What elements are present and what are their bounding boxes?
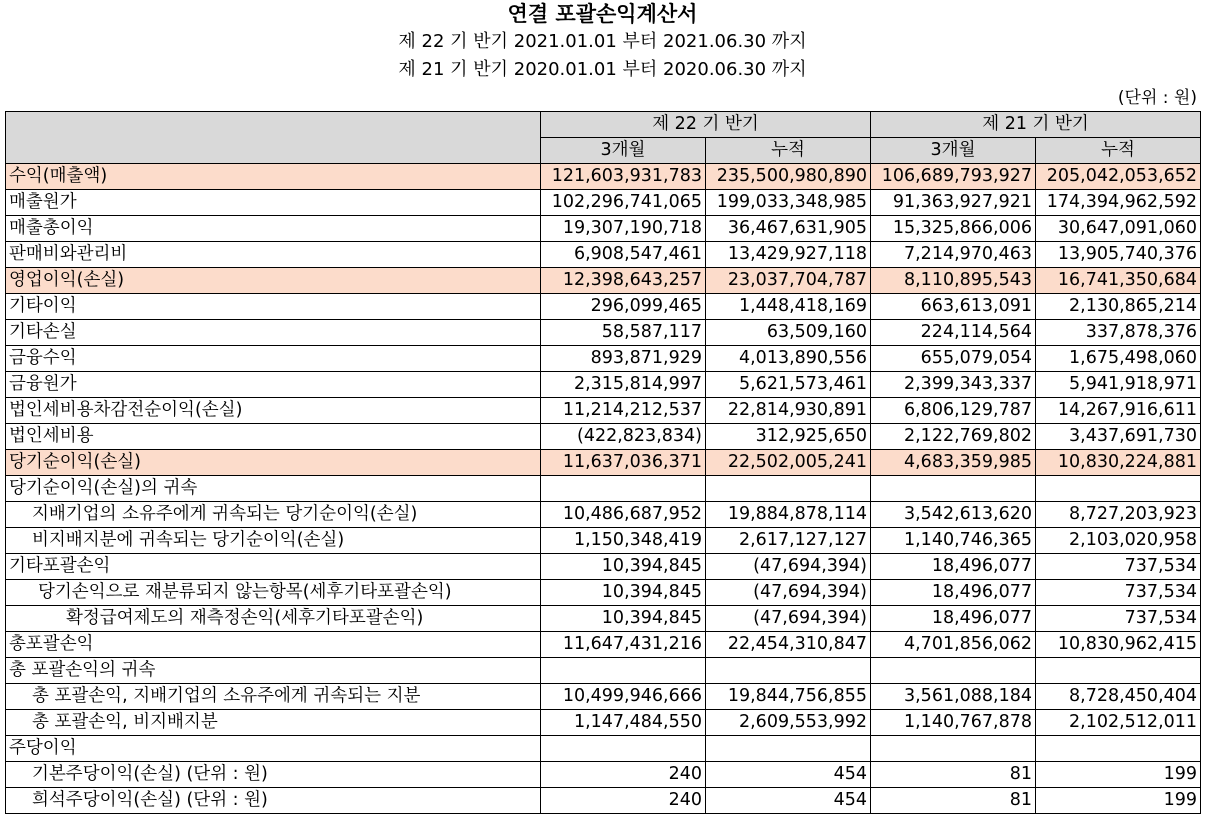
row-value: 737,534 [1036, 580, 1201, 606]
row-value: (422,823,834) [541, 424, 706, 450]
table-row [6, 658, 1201, 684]
table-row [6, 164, 1201, 190]
row-value: 240 [541, 762, 706, 788]
row-value: 663,613,091 [871, 294, 1036, 320]
row-label: 확정급여제도의 재측정손익(세후기타포괄손익) [6, 606, 541, 632]
row-value: 15,325,866,006 [871, 216, 1036, 242]
row-label: 매출원가 [6, 190, 541, 216]
table-row [6, 450, 1201, 476]
row-value: 235,500,980,890 [706, 164, 871, 190]
row-value: 10,830,224,881 [1036, 450, 1201, 476]
row-label: 기타손실 [6, 320, 541, 346]
table-row [6, 736, 1201, 762]
row-label: 지배기업의 소유주에게 귀속되는 당기순이익(손실) [6, 502, 541, 528]
row-label: 주당이익 [6, 736, 541, 762]
row-value [1036, 658, 1201, 684]
row-value: 2,609,553,992 [706, 710, 871, 736]
row-label: 기본주당이익(손실) (단위 : 원) [6, 762, 541, 788]
row-value: 13,429,927,118 [706, 242, 871, 268]
unit-label: (단위 : 원) [1117, 88, 1197, 108]
row-value: 30,647,091,060 [1036, 216, 1201, 242]
row-value: 3,437,691,730 [1036, 424, 1201, 450]
row-value [871, 658, 1036, 684]
row-value: 8,728,450,404 [1036, 684, 1201, 710]
row-value: 737,534 [1036, 606, 1201, 632]
row-value: (47,694,394) [706, 554, 871, 580]
row-value: 63,509,160 [706, 320, 871, 346]
header-prior-cumulative: 누적 [1036, 138, 1201, 164]
row-value: 893,871,929 [541, 346, 706, 372]
row-value: 1,147,484,550 [541, 710, 706, 736]
row-value: 22,502,005,241 [706, 450, 871, 476]
row-value [1036, 736, 1201, 762]
row-value: 121,603,931,783 [541, 164, 706, 190]
row-value [541, 658, 706, 684]
row-value [871, 736, 1036, 762]
table-row [6, 424, 1201, 450]
row-label: 법인세비용 [6, 424, 541, 450]
row-value: 81 [871, 788, 1036, 814]
row-value: 454 [706, 788, 871, 814]
row-value: 2,315,814,997 [541, 372, 706, 398]
table-row [6, 606, 1201, 632]
row-value: 296,099,465 [541, 294, 706, 320]
row-value [706, 476, 871, 502]
row-value: 11,647,431,216 [541, 632, 706, 658]
row-value: 11,214,212,537 [541, 398, 706, 424]
row-value: 2,102,512,011 [1036, 710, 1201, 736]
header-prior-period: 제 21 기 반기 [871, 112, 1201, 138]
row-value: 19,844,756,855 [706, 684, 871, 710]
row-value: 6,806,129,787 [871, 398, 1036, 424]
row-label: 총 포괄손익, 비지배지분 [6, 710, 541, 736]
row-value: 3,561,088,184 [871, 684, 1036, 710]
row-value: 10,394,845 [541, 606, 706, 632]
row-value: 22,814,930,891 [706, 398, 871, 424]
row-value: 58,587,117 [541, 320, 706, 346]
row-value [706, 658, 871, 684]
row-value: 2,122,769,802 [871, 424, 1036, 450]
row-value: 10,486,687,952 [541, 502, 706, 528]
table-row [6, 294, 1201, 320]
table-row [6, 476, 1201, 502]
row-label: 금융원가 [6, 372, 541, 398]
header-row-groups [6, 112, 1201, 138]
row-label: 영업이익(손실) [6, 268, 541, 294]
period-current: 제 22 기 반기 2021.01.01 부터 2021.06.30 까지 [398, 31, 807, 52]
row-value [706, 736, 871, 762]
table-row [6, 788, 1201, 814]
row-value: 2,617,127,127 [706, 528, 871, 554]
income-statement-table [5, 111, 1201, 814]
row-value: 10,394,845 [541, 580, 706, 606]
table-row [6, 320, 1201, 346]
header-blank [6, 112, 541, 164]
row-value: 36,467,631,905 [706, 216, 871, 242]
table-row [6, 502, 1201, 528]
row-value: 1,140,746,365 [871, 528, 1036, 554]
row-label: 수익(매출액) [6, 164, 541, 190]
table-row [6, 580, 1201, 606]
row-value: 23,037,704,787 [706, 268, 871, 294]
row-value: 2,399,343,337 [871, 372, 1036, 398]
table-row [6, 216, 1201, 242]
row-value: 19,884,878,114 [706, 502, 871, 528]
row-value: 2,130,865,214 [1036, 294, 1201, 320]
table-row [6, 268, 1201, 294]
row-label: 기타이익 [6, 294, 541, 320]
row-label: 당기순이익(손실) [6, 450, 541, 476]
row-value: 12,398,643,257 [541, 268, 706, 294]
row-value: 174,394,962,592 [1036, 190, 1201, 216]
row-label: 총 포괄손익의 귀속 [6, 658, 541, 684]
row-value: 106,689,793,927 [871, 164, 1036, 190]
row-value: 10,499,946,666 [541, 684, 706, 710]
row-value: 102,296,741,065 [541, 190, 706, 216]
row-value: 199 [1036, 762, 1201, 788]
row-value: 224,114,564 [871, 320, 1036, 346]
row-value: 8,110,895,543 [871, 268, 1036, 294]
row-value: 19,307,190,718 [541, 216, 706, 242]
row-value: 91,363,927,921 [871, 190, 1036, 216]
row-value: 5,621,573,461 [706, 372, 871, 398]
row-value: 3,542,613,620 [871, 502, 1036, 528]
row-value: 16,741,350,684 [1036, 268, 1201, 294]
row-value: (47,694,394) [706, 606, 871, 632]
row-label: 비지배지분에 귀속되는 당기순이익(손실) [6, 528, 541, 554]
row-label: 당기순이익(손실)의 귀속 [6, 476, 541, 502]
row-label: 기타포괄손익 [6, 554, 541, 580]
row-value: 18,496,077 [871, 580, 1036, 606]
row-value: 8,727,203,923 [1036, 502, 1201, 528]
row-label: 총포괄손익 [6, 632, 541, 658]
document-title: 연결 포괄손익계산서 [507, 2, 698, 26]
row-value: 11,637,036,371 [541, 450, 706, 476]
header-current-3m: 3개월 [541, 138, 706, 164]
row-label: 당기손익으로 재분류되지 않는항목(세후기타포괄손익) [6, 580, 541, 606]
table-row [6, 528, 1201, 554]
table-row [6, 554, 1201, 580]
row-value: 1,448,418,169 [706, 294, 871, 320]
row-value: 4,683,359,985 [871, 450, 1036, 476]
row-value: 5,941,918,971 [1036, 372, 1201, 398]
row-value: 4,701,856,062 [871, 632, 1036, 658]
row-value: 205,042,053,652 [1036, 164, 1201, 190]
row-value: 10,830,962,415 [1036, 632, 1201, 658]
row-value: 13,905,740,376 [1036, 242, 1201, 268]
row-label: 총 포괄손익, 지배기업의 소유주에게 귀속되는 지분 [6, 684, 541, 710]
row-value: 14,267,916,611 [1036, 398, 1201, 424]
row-value: 4,013,890,556 [706, 346, 871, 372]
row-value: 199,033,348,985 [706, 190, 871, 216]
row-value: 1,140,767,878 [871, 710, 1036, 736]
row-label: 법인세비용차감전순이익(손실) [6, 398, 541, 424]
row-value: 1,150,348,419 [541, 528, 706, 554]
row-value: 199 [1036, 788, 1201, 814]
row-label: 희석주당이익(손실) (단위 : 원) [6, 788, 541, 814]
row-value: (47,694,394) [706, 580, 871, 606]
row-value: 7,214,970,463 [871, 242, 1036, 268]
row-value: 312,925,650 [706, 424, 871, 450]
table-row [6, 372, 1201, 398]
row-value [1036, 476, 1201, 502]
header-current-cumulative: 누적 [706, 138, 871, 164]
period-prior: 제 21 기 반기 2020.01.01 부터 2020.06.30 까지 [398, 59, 807, 80]
row-value: 2,103,020,958 [1036, 528, 1201, 554]
header-current-period: 제 22 기 반기 [541, 112, 871, 138]
row-value: 337,878,376 [1036, 320, 1201, 346]
row-value [541, 476, 706, 502]
row-value: 240 [541, 788, 706, 814]
row-value [871, 476, 1036, 502]
row-value: 655,079,054 [871, 346, 1036, 372]
table-row [6, 632, 1201, 658]
table-row [6, 242, 1201, 268]
row-label: 매출총이익 [6, 216, 541, 242]
row-label: 판매비와관리비 [6, 242, 541, 268]
row-value: 81 [871, 762, 1036, 788]
header-prior-3m: 3개월 [871, 138, 1036, 164]
table-row [6, 398, 1201, 424]
row-value: 6,908,547,461 [541, 242, 706, 268]
row-value: 22,454,310,847 [706, 632, 871, 658]
row-value: 10,394,845 [541, 554, 706, 580]
table-row [6, 762, 1201, 788]
table-row [6, 346, 1201, 372]
row-value: 18,496,077 [871, 554, 1036, 580]
document-header [0, 1, 1205, 84]
table-row [6, 684, 1201, 710]
row-value: 737,534 [1036, 554, 1201, 580]
row-value [541, 736, 706, 762]
table-row [6, 190, 1201, 216]
row-value: 18,496,077 [871, 606, 1036, 632]
table-row [6, 710, 1201, 736]
row-value: 454 [706, 762, 871, 788]
row-label: 금융수익 [6, 346, 541, 372]
row-value: 1,675,498,060 [1036, 346, 1201, 372]
